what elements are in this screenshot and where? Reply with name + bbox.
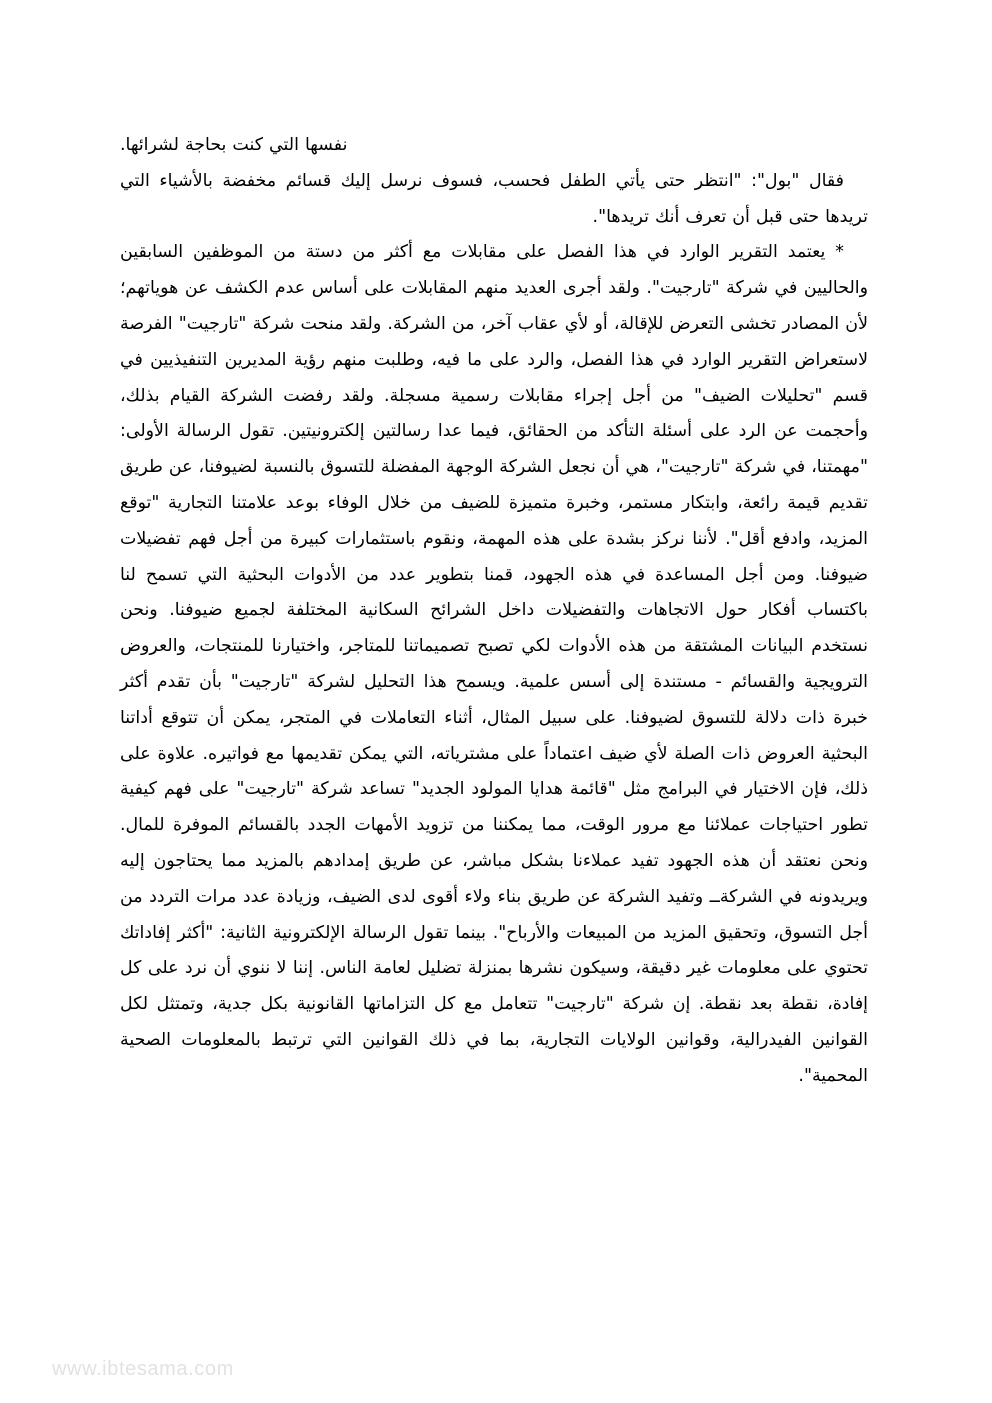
text-column xyxy=(120,128,868,1095)
paragraph-quote-paul: فقال "بول": "انتظر حتى يأتي الطفل فحسب، فسوف نرسل إليك قسائم مخفضة بالأشياء التي تريدها حتى قبل أن تعرف أنك تريدها". xyxy=(120,170,868,227)
paragraph-carryover: نفسها التي كنت بحاجة لشرائها. xyxy=(120,135,348,155)
site-watermark: www.ibtesama.com xyxy=(52,1358,234,1380)
paragraph-footnote: * يعتمد التقرير الوارد في هذا الفصل على مقابلات مع أكثر من دستة من الموظفين السابقين والحاليين في شركة "تارجيت". ولقد أجرى العديد منهم المقابلات على أساس عدم الكشف عن هوياتهم؛ لأن المصادر تخشى التعرض للإقالة، أو لأي عقاب آخر، من الشركة. ولقد منحت شركة "تارجيت" الفرصة لاستعراض التقرير الوارد في هذا الفصل، والرد على ما فيه، وطلبت منهم رؤية المديرين التنفيذيين في قسم "تحليلات الضيف" من أجل إجراء مقابلات رسمية مسجلة. ولقد رفضت الشركة القيام بذلك، وأحجمت عن الرد على أسئلة التأكد من الحقائق، فيما عدا رسالتين إلكترونيتين. تقول الرسالة الأولى: "مهمتنا، في شركة "تارجيت"، هي أن نجعل الشركة الوجهة المفضلة للتسوق بالنسبة لضيوفنا، عن طريق تقديم قيمة رائعة، وابتكار مستمر، وخبرة متميزة للضيف من خلال الوفاء بوعد علامتنا التجارية "توقع المزيد، وادفع أقل". لأننا نركز بشدة على هذه المهمة، ونقوم باستثمارات كبيرة من أجل فهم تفضيلات ضيوفنا. ومن أجل المساعدة في هذه الجهود، قمنا بتطوير عدد من الأدوات البحثية التي تسمح لنا باكتساب أفكار حول الاتجاهات والتفضيلات داخل الشرائح السكانية المختلفة لجميع ضيوفنا. ونحن نستخدم البيانات المشتقة من هذه الأدوات لكي تصبح تصميماتنا للمتاجر، واختيارنا للمنتجات، والعروض الترويجية والقسائم - مستندة إلى أسس علمية. ويسمح هذا التحليل لشركة "تارجيت" بأن تقدم أكثر خبرة ذات دلالة للتسوق لضيوفنا. على سبيل المثال، أثناء التعاملات في المتجر، يمكن أن تتوقع أداتنا البحثية العروض ذات الصلة لأي ضيف اعتماداً على مشترياته، التي يمكن تقديمها مع فواتيره. علاوة على ذلك، فإن الاختيار في البرامج مثل "قائمة هدايا المولود الجديد" تساعد شركة "تارجيت" على فهم كيفية تطور احتياجات عملائنا مع مرور الوقت، مما يمكننا من تزويد الأمهات الجدد بالقسائم الموفرة للمال. ونحن نعتقد أن هذه الجهود تفيد عملاءنا بشكل مباشر، عن طريق إمدادهم بالمزيد مما يحتاجون إليه ويريدونه في الشركةــ وتفيد الشركة عن طريق بناء ولاء أقوى لدى الضيف، وزيادة عدد مرات التردد من أجل التسوق، وتحقيق المزيد من المبيعات والأرباح". بينما تقول الرسالة الإلكترونية الثانية: "أكثر إفاداتك تحتوي على معلومات غير دقيقة، وسيكون نشرها بمنزلة تضليل لعامة الناس. إننا لا ننوي أن نرد على كل إفادة، نقطة بعد نقطة. إن شركة "تارجيت" تتعامل مع كل التزاماتها القانونية بكل جدية، وتمتثل لكل القوانين الفيدرالية، وقوانين الولايات التجارية، بما في ذلك القوانين التي ترتبط بالمعلومات الصحية المحمية". xyxy=(120,242,868,1086)
